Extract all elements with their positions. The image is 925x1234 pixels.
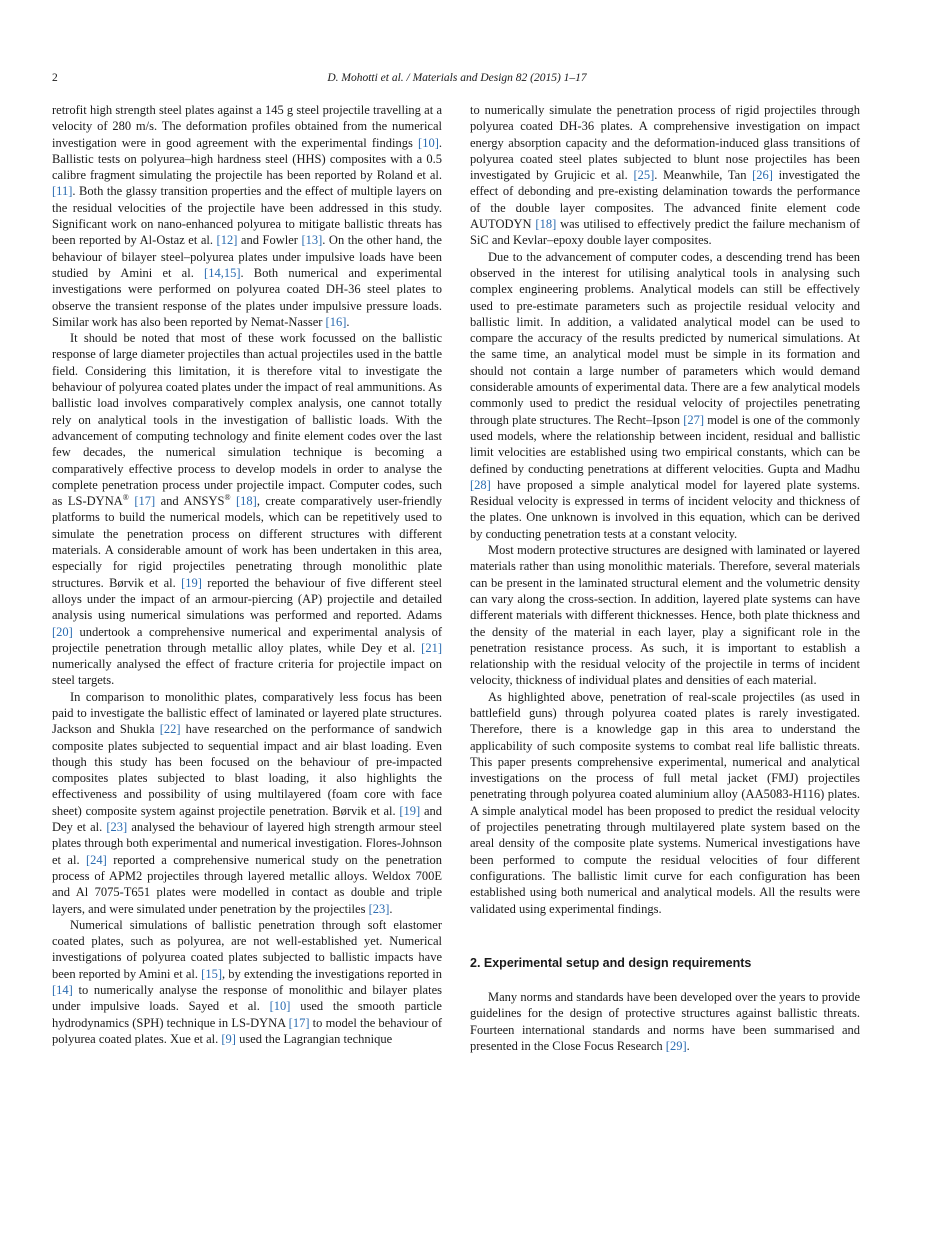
citation-link[interactable]: [18]	[535, 217, 557, 232]
text-run: and ANSYS	[155, 494, 225, 509]
citation-link[interactable]: [23]	[368, 901, 390, 916]
citation-link[interactable]: [17]	[288, 1015, 310, 1030]
text-run: .	[686, 1039, 690, 1054]
text-run: As highlighted above, penetration of real-scale projectiles (as used in battlefield guns) through polyurea coated plates is rarely investigated. Therefore, there is a knowledge gap in this area to understand the applicability of such composite systems to combat real life ballistic threats. This paper presents comprehensive experimental, numerical and analytical investigations on the process of full metal jacket (FMJ) projectiles penetrating through polyurea coated aluminium alloy (AA5083-H116) plates. A simple analytical model has been proposed to predict the residual velocity of projectiles penetrating through multilayered plate system based on the areal density of the composite plate systems. Numerical investigations have been performed to compute the residual velocities of four different configurations. The ballistic limit curve for each configuration has been established using both numerical and analytical models. All the results were validated using experimental findings.	[470, 689, 860, 916]
registered-mark: ®	[224, 492, 231, 502]
citation-link[interactable]: [27]	[683, 412, 705, 427]
text-run: was utilised to effectively predict the failure mechanism of SiC and Kevlar–epoxy double layer composites.	[470, 217, 860, 248]
citation-link[interactable]: [29]	[665, 1039, 687, 1054]
paragraph	[470, 689, 860, 917]
text-run: to model the behaviour of polyurea coated plates. Xue et al.	[52, 1015, 442, 1046]
right-column	[470, 102, 860, 1054]
paragraph	[52, 330, 442, 689]
text-run: . On the other hand, the behaviour of bilayer steel–polyurea plates under impulsive loads have been studied by Amini et al.	[52, 233, 442, 280]
text-run: . Both numerical and experimental investigations were performed on polyurea coated DH-36 steel plates to observe the transient response of the plates under impulsive pressure loads. Similar work has also been reported by Nemat-Nasser	[52, 265, 442, 329]
citation-link[interactable]: [11]	[52, 184, 73, 199]
text-run: analysed the behaviour of layered high strength armour steel plates through both experimental and numerical investigation. Flores-Johnson et al.	[52, 820, 442, 867]
text-run: It should be noted that most of these work focussed on the ballistic response of large diameter projectiles than actual projectiles used in the battle field. Considering this limitation, it is therefore vital to investigate the behaviour of polyurea coated plates under the impact of real ammunitions. As ballistic load involves comparatively complex analysis, one cannot totally rely on analytical tools in the investigation of ballistic loads. With the advancement of computing technology and finite element codes over the last few decades, the numerical simulation technique is becoming a comparatively effective process to develop models in order to analyse the complete penetration process under projectile impact. Computer codes, such as LS-DYNA	[52, 331, 442, 509]
text-run: In comparison to monolithic plates, comparatively less focus has been paid to investigate the ballistic effect of laminated or layered plate structures. Jackson and Shukla	[52, 689, 442, 737]
text-run: .	[346, 314, 350, 329]
text-run: used the smooth particle hydrodynamics (SPH) technique in LS-DYNA	[52, 999, 442, 1030]
page-number: 2	[52, 72, 58, 84]
citation-link[interactable]: [15]	[201, 966, 222, 981]
citation-link[interactable]: [19]	[181, 575, 202, 590]
text-run: reported the behaviour of five different steel alloys under the impact of an armour-piercing (AP) projectile and detailed analysis using numerical simulations was performed and reported. Adams	[52, 575, 442, 623]
citation-link[interactable]: [21]	[421, 640, 442, 655]
citation-link[interactable]: [14]	[52, 983, 73, 998]
paragraph	[470, 249, 860, 542]
paragraph	[470, 989, 860, 1054]
citation-link[interactable]: [10]	[269, 999, 291, 1014]
citation-link[interactable]: [25]	[633, 168, 655, 183]
paragraph	[470, 542, 860, 689]
text-run: . Ballistic tests on polyurea–high hardness steel (HHS) composites with a 0.5 calibre fragment simulating the projectile has been reported by Roland et al.	[52, 135, 442, 183]
registered-mark: ®	[122, 492, 129, 502]
citation-link[interactable]: [24]	[85, 852, 107, 867]
citation-link[interactable]: [20]	[52, 624, 73, 639]
citation-link[interactable]: [19]	[399, 803, 421, 818]
citation-link[interactable]: [17]	[134, 494, 156, 509]
paragraph	[52, 917, 442, 1047]
text-run: and Fowler	[237, 233, 302, 248]
citation-link[interactable]: [23]	[106, 820, 128, 835]
citation-link[interactable]: [28]	[470, 477, 491, 492]
citation-link[interactable]: [14,15]	[204, 265, 241, 280]
page-header	[52, 70, 862, 90]
text-run: have proposed a simple analytical model for layered plate systems. Residual velocity is expressed in terms of incident velocity and thickness of the plates. One unknown is involved in this equation, which can be derived by conducting penetration tests at a constant velocity.	[470, 477, 860, 541]
text-run: Due to the advancement of computer codes, a descending trend has been observed in the interest for utilising analytical tools in analysing such complex engineering problems. Analytical models can still be effectively used to pre-estimate parameters such as projectile residual velocity and ballistic limit. In addition, a validated analytical model can be used to compare the accuracy of the results predicted by numerical simulations. At the same time, an analytical model must be simple in its formation and should not contain a large number of parameters which would demand considerable amounts of experimental data. There are a few analytical models commonly used to predict the residual velocity of projectiles penetrating through plate structures. The Recht–Ipson	[470, 249, 860, 427]
text-run: used the Lagrangian technique	[235, 1031, 393, 1046]
text-run: undertook a comprehensive numerical and experimental analysis of projectile penetration through metallic alloy plates, while Dey et al.	[52, 624, 442, 655]
text-run: to numerically simulate the penetration process of rigid projectiles through polyurea coated DH-36 plates. A comprehensive investigation on impact energy absorption capacity and the deformation-induced glass transitions of polyurea coated steel plates subjected to blunt nose projectiles has been investigated by Grujicic et al.	[470, 103, 860, 183]
citation-link[interactable]: [12]	[216, 233, 238, 248]
citation-link[interactable]: [22]	[159, 722, 181, 737]
paragraph	[52, 689, 442, 917]
text-run: retrofit high strength steel plates against a 145 g steel projectile travelling at a velocity of 280 m/s. The deformation profiles obtained from the numerical investigation were in good agreement with the experimental findings	[52, 103, 442, 150]
text-run: to numerically analyse the response of monolithic and bilayer plates under impulsive loads. Sayed et al.	[52, 983, 442, 1014]
left-column	[52, 102, 442, 1047]
text-run: Most modern protective structures are designed with laminated or layered materials rather than using monolithic materials. Therefore, several materials can be present in the laminated structural element and the volumetric density can vary along the cross-section. In addition, layered plate systems can have different materials with different thicknesses. Hence, both plate thickness and the density of the material in each layer, play a significant role in the penetration resistance process. As such, it is important to establish a relationship with the residual velocity of the projectile in terms of incident velocity, thickness of individual plates and densities of each material.	[470, 543, 860, 688]
text-run: and Dey et al.	[52, 803, 442, 835]
text-run: . Meanwhile, Tan	[654, 168, 753, 183]
citation-link[interactable]: [26]	[752, 168, 773, 183]
text-run: numerically analysed the effect of fracture criteria for projectile impact on steel targets.	[52, 657, 442, 688]
text-run: Many norms and standards have been developed over the years to provide guidelines for the design of protective structures against ballistic threats. Fourteen international standards and norms have been summarised and presented in the Close Focus Research	[470, 990, 860, 1054]
text-run: .	[389, 901, 393, 916]
text-run: . Both the glassy transition properties and the effect of multiple layers on the residual velocities of the projectile have been addressed in this study. Significant work on nano-enhanced polyurea to mitigate ballistic threats has been reported by Al-Ostaz et al.	[52, 184, 442, 248]
citation-link[interactable]: [13]	[301, 233, 323, 248]
text-run: investigated the effect of debonding and pre-existing delamination towards the performance of the double layer composites. The advanced finite element code AUTODYN	[470, 168, 861, 232]
text-run: model is one of the commonly used models, where the relationship between incident, residual and ballistic limit velocities are established using two empirical constants, which can be defined by conducting penetrations at different velocities. Gupta and Madhu	[470, 412, 860, 476]
citation-link[interactable]: [10]	[418, 135, 439, 150]
text-run: , by extending the investigations reported in	[222, 966, 442, 981]
text-run: Numerical simulations of ballistic penetration through soft elastomer coated plates, such as polyurea, are not well-established yet. Numerical investigations of polyurea coated plates subjected to ballistic impacts have been reported by Amini et al.	[52, 917, 442, 981]
citation-link[interactable]: [9]	[221, 1031, 236, 1046]
running-head: D. Mohotti et al. / Materials and Design 82 (2015) 1–17	[327, 72, 587, 84]
citation-link[interactable]: [16]	[325, 314, 347, 329]
text-run: reported a comprehensive numerical study on the penetration process of APM2 projectiles through layered metallic alloys. Weldox 700E and Al 7075-T651 plates were modelled in contact as double and triple layers, and were simulated under penetration by the projectiles	[52, 852, 442, 916]
paragraph	[52, 102, 442, 330]
text-run: , create comparatively user-friendly platforms to build the numerical models, which can be repetitively used to simulate the penetration process on different structures with different materials. A considerable amount of work has been undertaken in this area, especially for rigid projectiles penetrating through monolithic plate structures. Børvik et al.	[52, 494, 443, 590]
paragraph	[470, 102, 860, 249]
citation-link[interactable]: [18]	[236, 494, 257, 509]
text-run: have researched on the performance of sandwich composite plates subjected to sequential impact and air blast loading. Even though this study has been focused on the behaviour of pre-impacted composites plates subjected to blast loading, it also highlights the effectiveness and possibility of using multilayered (foam core with face sheet) composite system against projectile penetration. Børvik et al.	[52, 722, 442, 818]
section-heading: 2. Experimental setup and design requirements	[470, 955, 752, 970]
